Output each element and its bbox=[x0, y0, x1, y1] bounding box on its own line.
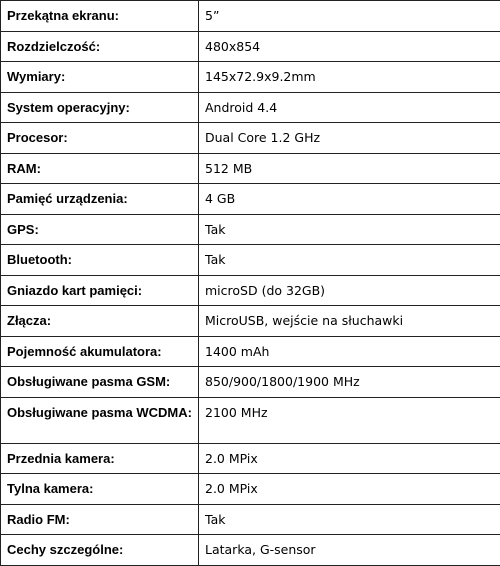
spec-value: 4 GB bbox=[199, 184, 500, 215]
spec-label: Rozdzielczość: bbox=[1, 31, 199, 62]
table-row bbox=[1, 504, 500, 535]
spec-label: Radio FM: bbox=[1, 504, 199, 535]
table-row bbox=[1, 214, 500, 245]
spec-value: 145x72.9x9.2mm bbox=[199, 62, 500, 93]
spec-label: System operacyjny: bbox=[1, 92, 199, 123]
table-row bbox=[1, 535, 500, 566]
spec-value: Latarka, G-sensor bbox=[199, 535, 500, 566]
table-row bbox=[1, 245, 500, 276]
spec-label: GPS: bbox=[1, 214, 199, 245]
spec-label: Przekątna ekranu: bbox=[1, 1, 199, 32]
spec-value: Tak bbox=[199, 504, 500, 535]
table-row bbox=[1, 31, 500, 62]
spec-value: Dual Core 1.2 GHz bbox=[199, 123, 500, 154]
spec-label: Gniazdo kart pamięci: bbox=[1, 275, 199, 306]
spec-label: Tylna kamera: bbox=[1, 474, 199, 505]
spec-value: MicroUSB, wejście na słuchawki bbox=[199, 306, 500, 337]
table-row bbox=[1, 367, 500, 398]
table-row bbox=[1, 153, 500, 184]
spec-value: Tak bbox=[199, 245, 500, 276]
spec-label: Procesor: bbox=[1, 123, 199, 154]
spec-value: 480x854 bbox=[199, 31, 500, 62]
spec-value: 850/900/1800/1900 MHz bbox=[199, 367, 500, 398]
table-row bbox=[1, 397, 500, 443]
spec-table-body bbox=[1, 1, 500, 566]
spec-label: Bluetooth: bbox=[1, 245, 199, 276]
table-row bbox=[1, 184, 500, 215]
spec-label: Pojemność akumulatora: bbox=[1, 336, 199, 367]
table-row bbox=[1, 306, 500, 337]
spec-value: microSD (do 32GB) bbox=[199, 275, 500, 306]
table-row bbox=[1, 474, 500, 505]
spec-label: Złącza: bbox=[1, 306, 199, 337]
table-row bbox=[1, 275, 500, 306]
spec-label: RAM: bbox=[1, 153, 199, 184]
spec-label: Obsługiwane pasma WCDMA: bbox=[1, 397, 199, 443]
spec-label: Pamięć urządzenia: bbox=[1, 184, 199, 215]
spec-value: 5” bbox=[199, 1, 500, 32]
spec-value: 512 MB bbox=[199, 153, 500, 184]
table-row bbox=[1, 123, 500, 154]
spec-value: Tak bbox=[199, 214, 500, 245]
spec-value: 2100 MHz bbox=[199, 397, 500, 443]
table-row bbox=[1, 92, 500, 123]
table-row bbox=[1, 62, 500, 93]
spec-value: 1400 mAh bbox=[199, 336, 500, 367]
spec-label: Cechy szczególne: bbox=[1, 535, 199, 566]
table-row bbox=[1, 336, 500, 367]
table-row bbox=[1, 1, 500, 32]
spec-label: Obsługiwane pasma GSM: bbox=[1, 367, 199, 398]
spec-label: Wymiary: bbox=[1, 62, 199, 93]
spec-value: 2.0 MPix bbox=[199, 443, 500, 474]
spec-label: Przednia kamera: bbox=[1, 443, 199, 474]
spec-value: 2.0 MPix bbox=[199, 474, 500, 505]
table-row bbox=[1, 443, 500, 474]
spec-value: Android 4.4 bbox=[199, 92, 500, 123]
